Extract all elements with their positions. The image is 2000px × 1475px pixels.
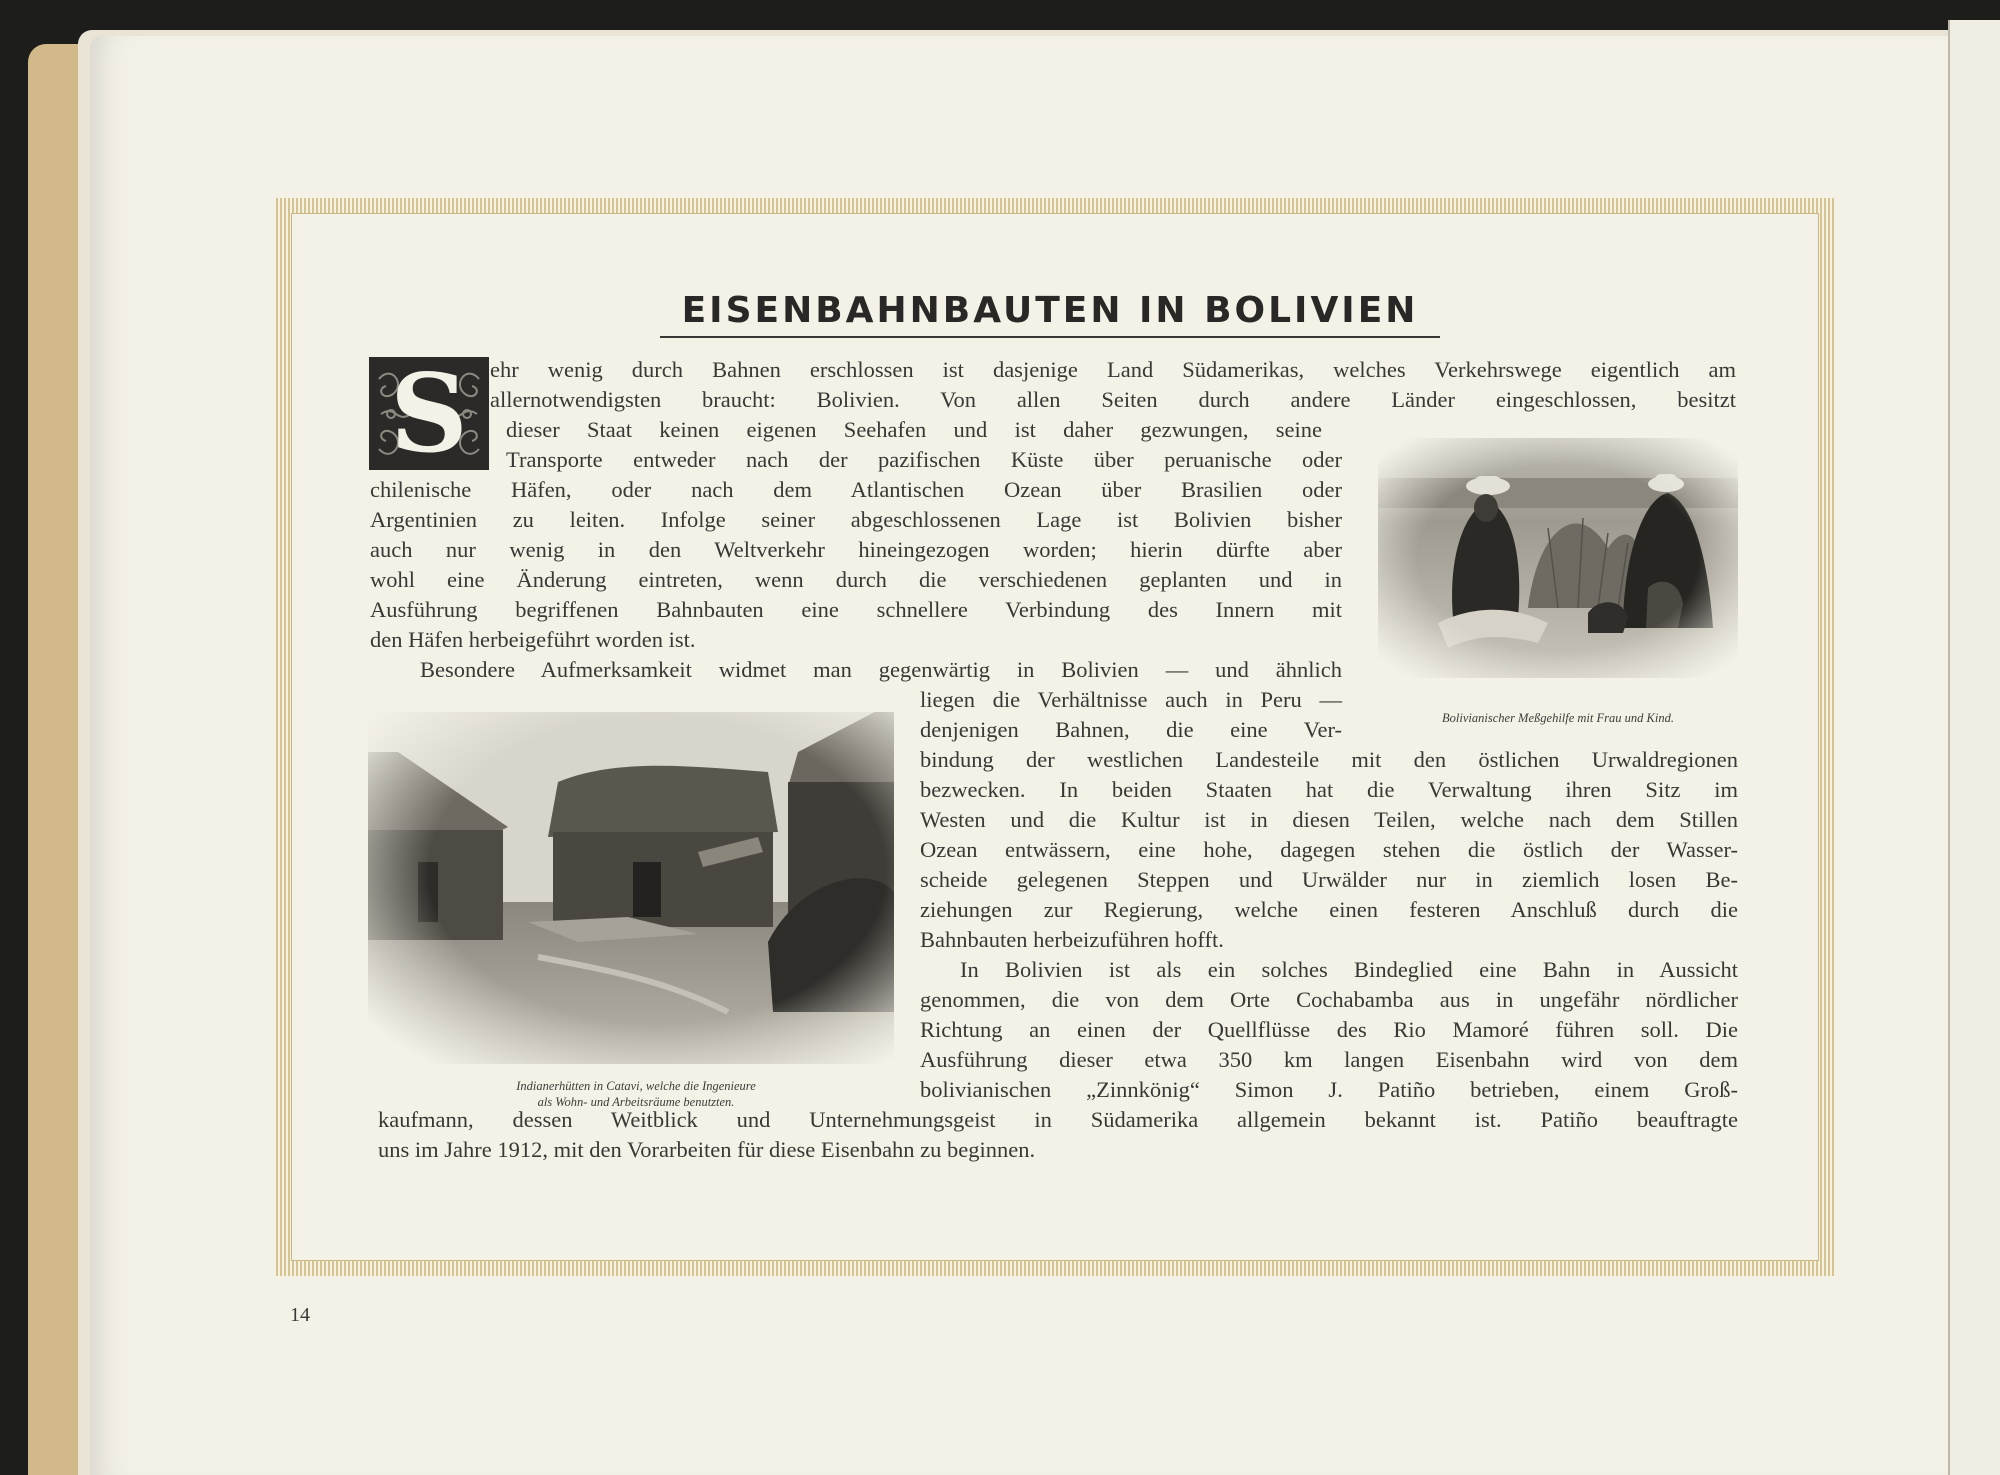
page-number: 14	[290, 1304, 310, 1326]
text-line: scheide gelegenen Steppen und Urwälder nur in ziemlich losen Be-	[920, 867, 1738, 892]
text-line: Bahnbauten herbeizuführen hofft.	[920, 927, 1224, 952]
photo-indian-huts	[368, 712, 894, 1064]
caption-left-photo-line-1: Indianerhütten in Catavi, welche die Ingenieure	[516, 1079, 756, 1093]
drop-cap-letter: S	[390, 351, 468, 477]
text-line: bindung der westlichen Landesteile mit den östlichen Urwaldregionen	[920, 747, 1738, 772]
text-line: liegen die Verhältnisse auch in Peru —	[920, 687, 1342, 712]
text-line: Westen und die Kultur ist in diesen Teilen, welche nach dem Stillen	[920, 807, 1738, 832]
text-line: dieser Staat keinen eigenen Seehafen und ist daher gezwungen, seine	[506, 417, 1322, 442]
text-line: genommen, die von dem Orte Cochabamba aus in ungefähr nördlicher	[920, 987, 1738, 1012]
text-line: kaufmann, dessen Weitblick und Unternehmungsgeist in Südamerika allgemein bekannt ist. Patiño beauftragte	[378, 1107, 1738, 1132]
text-line: chilenische Häfen, oder nach dem Atlantischen Ozean über Brasilien oder	[370, 477, 1342, 502]
text-line: Ausführung begriffenen Bahnbauten eine schnellere Verbindung des Innern mit	[370, 597, 1342, 622]
text-line: Ausführung dieser etwa 350 km langen Eisenbahn wird von dem	[920, 1047, 1738, 1072]
text-line: wohl eine Änderung eintreten, wenn durch die verschiedenen geplanten und in	[370, 567, 1342, 592]
text-line: In Bolivien ist als ein solches Bindeglied eine Bahn in Aussicht	[960, 957, 1738, 982]
text-line: allernotwendigsten braucht: Bolivien. Von allen Seiten durch andere Länder eingeschlossen, besitzt	[490, 387, 1736, 412]
text-line: Richtung an einen der Quellflüsse des Rio Mamoré führen soll. Die	[920, 1017, 1738, 1042]
text-line: denjenigen Bahnen, die eine Ver-	[920, 717, 1342, 742]
facing-page-edge	[1948, 20, 2000, 1475]
text-line: bezwecken. In beiden Staaten hat die Verwaltung ihren Sitz im	[920, 777, 1738, 802]
text-line: Besondere Aufmerksamkeit widmet man gegenwärtig in Bolivien — und ähnlich	[420, 657, 1342, 682]
text-line: auch nur wenig in den Weltverkehr hineingezogen worden; hierin dürfte aber	[370, 537, 1342, 562]
text-line: Transporte entweder nach der pazifischen Küste über peruanische oder	[506, 447, 1342, 472]
caption-left-photo-line-2: als Wohn- und Arbeitsräume benutzten.	[537, 1095, 735, 1109]
text-line: Argentinien zu leiten. Infolge seiner abgeschlossenen Lage ist Bolivien bisher	[370, 507, 1342, 532]
text-line: bolivianischen „Zinnkönig“ Simon J. Patiño betrieben, einem Groß-	[920, 1077, 1738, 1102]
page-title: EISENBAHNBAUTEN IN BOLIVIEN	[660, 286, 1440, 338]
text-line: ziehungen zur Regierung, welche einen festeren Anschluß durch die	[920, 897, 1738, 922]
caption-right-photo: Bolivianischer Meßgehilfe mit Frau und Kind.	[1442, 711, 1674, 725]
drop-cap	[369, 351, 489, 477]
text-line: uns im Jahre 1912, mit den Vorarbeiten für diese Eisenbahn zu beginnen.	[378, 1137, 1036, 1162]
text-line: Ozean entwässern, eine hohe, dagegen stehen die östlich der Wasser-	[920, 837, 1738, 862]
text-line: ehr wenig durch Bahnen erschlossen ist dasjenige Land Südamerikas, welches Verkehrswege eigentlich am	[490, 357, 1736, 382]
photo-surveyor-family	[1378, 438, 1738, 678]
text-line: den Häfen herbeigeführt worden ist.	[370, 627, 696, 652]
